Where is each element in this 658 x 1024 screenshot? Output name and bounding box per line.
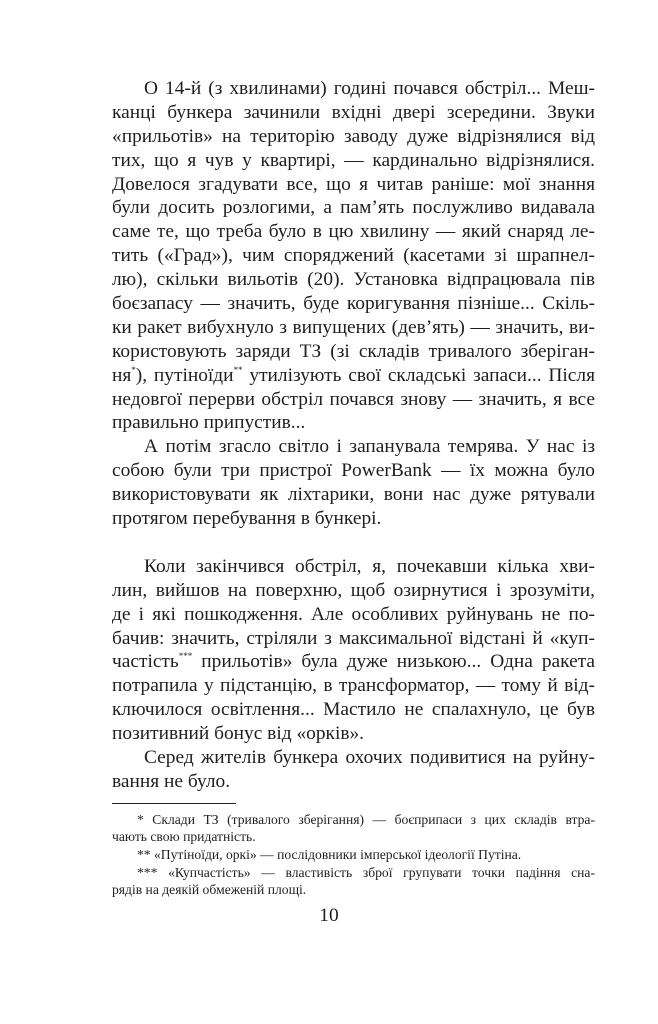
footnote-separator [112,803,236,804]
page-body [112,77,595,899]
text-segment: частість [112,651,179,673]
footnote-mark-2: ** [233,364,243,375]
text-line: Коли закінчився обстріл, я, почекавши кілька хви- [144,555,595,577]
text-line: лю), скільки вильотів (20). Установка відпрацювала пів [112,269,595,291]
text-line: собою були три пристрої PowerBank — їх можна було [112,460,595,482]
footnote-1-line: чають свою придатність. [112,829,256,845]
text-segment: прильотів» була дуже низькою... Одна ракета [192,651,595,673]
text-line: де і які пошкодження. Але особливих руйнувань не по- [112,603,595,625]
text-line: недовгої перерви обстріл почався знову — значить, я все [112,388,595,410]
text-line: саме те, що треба було в цю хвилину — який снаряд ле- [112,221,595,243]
text-line: А потім згасло світло і запанувала темрява. У нас із [144,436,595,458]
text-line: вання не було. [112,770,231,792]
footnote-mark-1: * [131,364,136,375]
paragraph-4 [112,746,595,794]
paragraph-1 [112,77,595,435]
paragraph-3 [112,555,595,746]
text-line: «прильотів» на територію заводу дуже відрізнялися від [112,125,595,147]
text-line: потрапила у підстанцію, в трансформатор, — тому й від- [112,675,595,697]
paragraph-gap [112,531,595,555]
text-line: лин, вийшов на поверхню, щоб озирнутися і зрозуміти, [112,579,595,601]
text-line: боєзапасу — значить, буде коригування пізніше... Скіль- [112,293,595,315]
paragraph-2 [112,435,595,531]
footnote-3-line: *** «Купчастість» — властивість зброї групувати точки падіння сна- [137,864,595,880]
text-line-with-footnote-mark [112,650,595,674]
footnote-mark-3: *** [178,651,193,662]
text-segment: ня [112,364,132,386]
text-line: використовувати як ліхтарики, вони нас дуже рятували [112,484,595,506]
text-line: правильно припустив... [112,412,306,434]
footnote-3-line: рядів на деякій обмеженій площі. [112,882,307,898]
footnote-2: ** «Путіноїди, оркі» — послідовники імперської ідеології Путіна. [137,847,522,863]
text-line: користовують заряди ТЗ (зі складів тривалого зберіган- [112,340,595,362]
footnote-1-line: * Склади ТЗ (тривалого зберігання) — боєприпаси з цих складів втра- [137,811,595,827]
text-line-with-footnote-marks [112,364,595,388]
text-line: ключилося освітлення... Мастило не спалахнуло, це був [112,699,595,721]
text-line: були досить розлогими, а пам’ять послужливо видавала [112,197,595,219]
text-segment: утилізують свої складські запаси... Після [242,364,595,386]
text-line: О 14-й (з хвилинами) годині почався обстріл... Меш- [144,78,595,99]
text-line: канці бункера зачинили вхідні двері зсередини. Звуки [112,101,595,123]
text-line: Довелося згадувати все, що я читав раніше: мої знання [112,173,595,195]
text-line: Серед жителів бункера охочих подивитися на руйну- [144,747,595,769]
page-number: 10 [319,905,339,926]
footnotes [112,811,595,899]
text-segment: ), путіноїди [135,364,234,386]
text-line: протягом перебування в бункері. [112,508,382,530]
text-line: позитивний бонус від «орків». [112,723,365,745]
text-line: бачив: значить, стріляли з максимальної відстані й «куп- [112,627,595,649]
text-line: тих, що я чув у квартирі, — кардинально відрізнялися. [112,149,595,171]
text-line: ки ракет вибухнуло з випущених (дев’ять) — значить, ви- [112,316,595,338]
text-line: тить («Град»), чим споряджений (касетами зі шрапнел- [112,245,595,267]
